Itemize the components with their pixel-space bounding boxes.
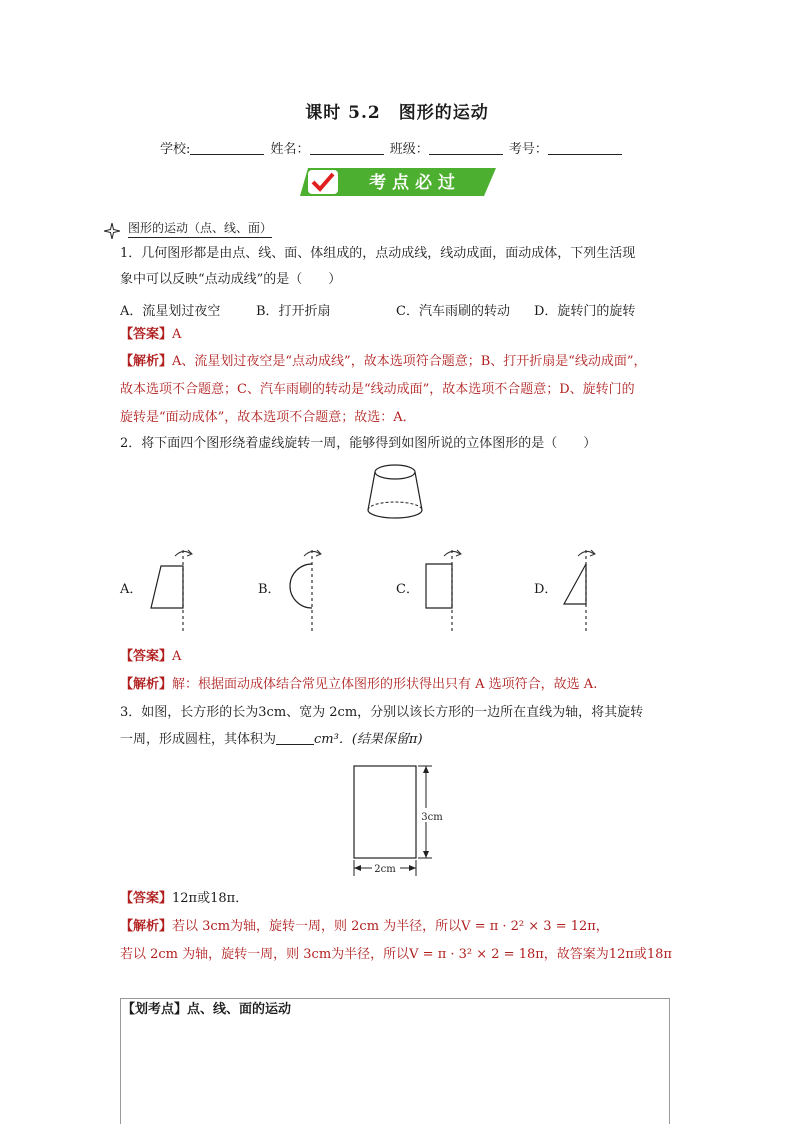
check-badge <box>308 170 338 194</box>
q2-label-b: B． <box>258 582 281 597</box>
q3-analysis-line1: 【解析】若以 3cm为轴，旋转一周，则 2cm 为半径，所以V = π · 2² × 3 = 12π， <box>120 919 609 934</box>
q3-answer: 【答案】12π或18π． <box>120 891 249 906</box>
width-label: 2cm <box>374 864 396 875</box>
q3-analysis-line2: 若以 2cm 为轴，旋转一周，则 3cm为半径，所以V = π · 3² × 2 = 18π，故答案为12π或18π <box>120 947 672 962</box>
sparkle-icon <box>104 223 120 239</box>
q2-label-c: C． <box>396 582 419 597</box>
frustum-figure <box>360 460 430 524</box>
q1-option-d: D．旋转门的旋转 <box>534 304 636 319</box>
q1-analysis-line2: 故本选项不合题意；C、汽车雨刷的转动是“线动成面”，故本选项不合题意；D、旋转门的 <box>120 382 635 397</box>
q1-option-a: A．流星划过夜空 <box>120 304 221 319</box>
class-blank <box>429 142 503 155</box>
q3-line2: 一周，形成圆柱，其体积为 cm³．(结果保留π) <box>120 732 423 747</box>
student-info-row <box>160 138 624 157</box>
q3-answer-blank <box>276 732 314 745</box>
q2-figure-c <box>420 546 480 632</box>
q2-label-d: D． <box>534 582 558 597</box>
school-blank <box>190 142 264 155</box>
q2-answer: 【答案】A <box>120 649 182 664</box>
page-title: 课时 5.2 图形的运动 <box>305 103 489 123</box>
rectangle-figure <box>344 758 454 880</box>
name-label: 姓名： <box>270 142 310 157</box>
q3-line1: 3．如图，长方形的长为3cm、宽为 2cm，分别以该长方形的一边所在直线为轴，将其旋转 <box>120 705 644 720</box>
height-label: 3cm <box>421 812 443 823</box>
q2-figure-b <box>280 546 340 632</box>
q2-figure-d <box>556 546 616 632</box>
q1-line1: 1．几何图形都是由点、线、面、体组成的，点动成线，线动成面，面动成体，下列生活现 <box>120 246 636 261</box>
key-point-heading: 【划考点】点、线、面的运动 <box>122 1002 292 1017</box>
school-label: 学校: <box>160 142 191 157</box>
banner-text: 考 点 必 过 <box>369 173 455 193</box>
q1-option-c: C．汽车雨刷的转动 <box>396 304 510 319</box>
q2-label-a: A． <box>120 582 143 597</box>
name-blank <box>310 142 384 155</box>
q1-option-b: B．打开折扇 <box>256 304 331 319</box>
number-blank <box>548 142 622 155</box>
q1-analysis-line1: 【解析】A、流星划过夜空是“点动成线”，故本选项符合题意；B、打开折扇是“线动成面”， <box>120 354 647 369</box>
q1-answer: 【答案】A <box>120 327 182 342</box>
class-label: 班级： <box>389 142 429 157</box>
q2-line1: 2．将下面四个图形绕着虚线旋转一周，能够得到如图所说的立体图形的是（ ） <box>120 436 597 451</box>
section-banner <box>300 166 496 198</box>
number-label: 考号： <box>508 142 548 157</box>
section-title: 图形的运动（点、线、面） <box>128 219 272 238</box>
q1-analysis-line3: 旋转是“面动成体”，故本选项不合题意；故选：A． <box>120 410 416 425</box>
q1-line2: 象中可以反映“点动成线”的是（ ） <box>120 272 342 287</box>
q2-analysis: 【解析】解：根据面动成体结合常见立体图形的形状得出只有 A 选项符合，故选 A. <box>120 677 598 692</box>
q2-figure-a <box>145 546 205 632</box>
